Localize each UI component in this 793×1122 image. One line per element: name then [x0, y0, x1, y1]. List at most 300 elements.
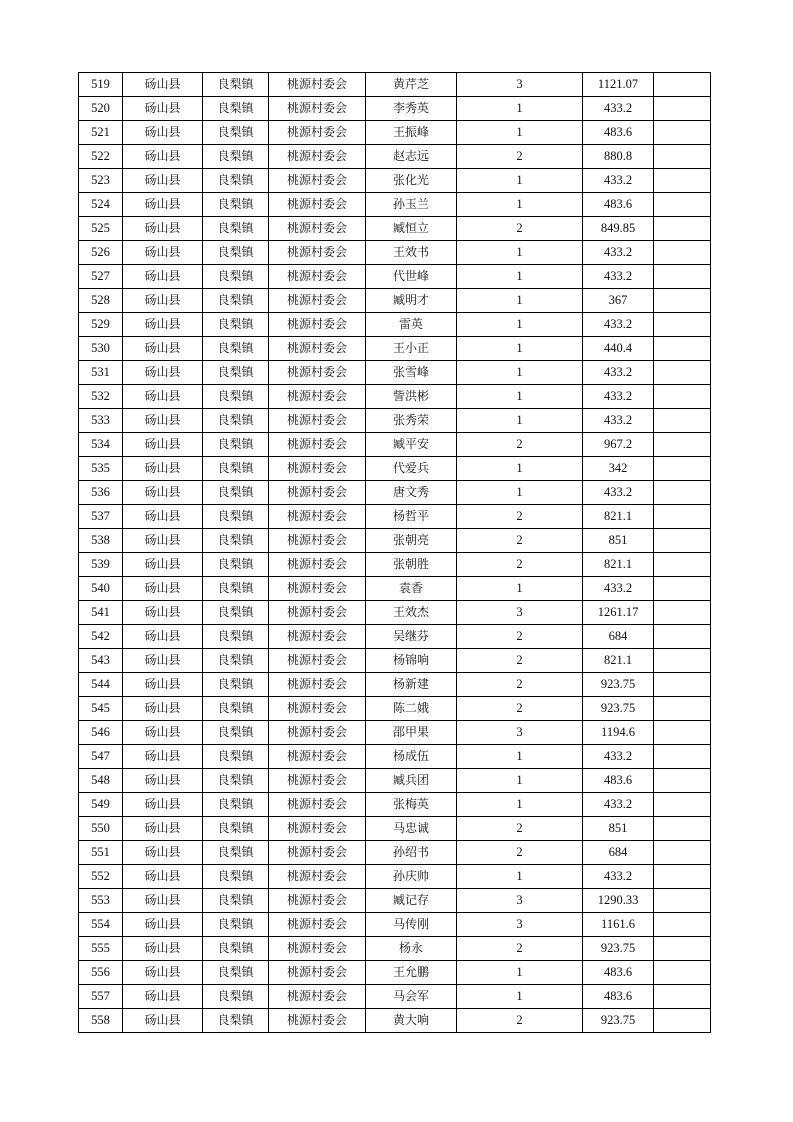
name-cell: 张朝胜 [366, 553, 457, 577]
table-row [79, 697, 711, 721]
household-size-cell: 2 [457, 145, 583, 169]
amount-cell: 1161.6 [583, 913, 654, 937]
amount-cell: 684 [583, 841, 654, 865]
row-number-cell: 523 [79, 169, 123, 193]
remarks-cell [654, 97, 711, 121]
table-row [79, 361, 711, 385]
row-number-cell: 532 [79, 385, 123, 409]
county-cell: 砀山县 [123, 649, 203, 673]
name-cell: 臧平安 [366, 433, 457, 457]
table-row [79, 1009, 711, 1033]
row-number-cell: 538 [79, 529, 123, 553]
row-number-cell: 535 [79, 457, 123, 481]
table-row [79, 169, 711, 193]
row-number-cell: 521 [79, 121, 123, 145]
row-number-cell: 558 [79, 1009, 123, 1033]
remarks-cell [654, 505, 711, 529]
village-committee-cell: 桃源村委会 [269, 673, 366, 697]
remarks-cell [654, 409, 711, 433]
county-cell: 砀山县 [123, 409, 203, 433]
town-cell: 良梨镇 [203, 97, 269, 121]
row-number-cell: 533 [79, 409, 123, 433]
remarks-cell [654, 265, 711, 289]
town-cell: 良梨镇 [203, 697, 269, 721]
county-cell: 砀山县 [123, 385, 203, 409]
remarks-cell [654, 553, 711, 577]
town-cell: 良梨镇 [203, 841, 269, 865]
remarks-cell [654, 841, 711, 865]
row-number-cell: 520 [79, 97, 123, 121]
county-cell: 砀山县 [123, 97, 203, 121]
table-row [79, 769, 711, 793]
household-size-cell: 1 [457, 481, 583, 505]
amount-cell: 433.2 [583, 265, 654, 289]
name-cell: 孙玉兰 [366, 193, 457, 217]
county-cell: 砀山县 [123, 721, 203, 745]
table-row [79, 649, 711, 673]
village-committee-cell: 桃源村委会 [269, 697, 366, 721]
town-cell: 良梨镇 [203, 145, 269, 169]
county-cell: 砀山县 [123, 745, 203, 769]
name-cell: 雷英 [366, 313, 457, 337]
town-cell: 良梨镇 [203, 793, 269, 817]
table-row [79, 217, 711, 241]
household-size-cell: 2 [457, 625, 583, 649]
town-cell: 良梨镇 [203, 649, 269, 673]
village-committee-cell: 桃源村委会 [269, 217, 366, 241]
county-cell: 砀山县 [123, 457, 203, 481]
remarks-cell [654, 985, 711, 1009]
household-size-cell: 2 [457, 553, 583, 577]
table-row [79, 913, 711, 937]
household-size-cell: 1 [457, 241, 583, 265]
name-cell: 邵甲果 [366, 721, 457, 745]
remarks-cell [654, 697, 711, 721]
town-cell: 良梨镇 [203, 625, 269, 649]
village-committee-cell: 桃源村委会 [269, 889, 366, 913]
village-committee-cell: 桃源村委会 [269, 937, 366, 961]
name-cell: 臧记存 [366, 889, 457, 913]
table-row [79, 337, 711, 361]
name-cell: 杨哲平 [366, 505, 457, 529]
amount-cell: 923.75 [583, 937, 654, 961]
amount-cell: 433.2 [583, 793, 654, 817]
row-number-cell: 547 [79, 745, 123, 769]
household-size-cell: 1 [457, 289, 583, 313]
county-cell: 砀山县 [123, 625, 203, 649]
village-committee-cell: 桃源村委会 [269, 745, 366, 769]
county-cell: 砀山县 [123, 889, 203, 913]
town-cell: 良梨镇 [203, 385, 269, 409]
village-committee-cell: 桃源村委会 [269, 577, 366, 601]
village-committee-cell: 桃源村委会 [269, 289, 366, 313]
name-cell: 王小正 [366, 337, 457, 361]
amount-cell: 849.85 [583, 217, 654, 241]
remarks-cell [654, 913, 711, 937]
name-cell: 张秀荣 [366, 409, 457, 433]
county-cell: 砀山县 [123, 817, 203, 841]
village-committee-cell: 桃源村委会 [269, 361, 366, 385]
amount-cell: 1194.6 [583, 721, 654, 745]
name-cell: 黄大响 [366, 1009, 457, 1033]
village-committee-cell: 桃源村委会 [269, 529, 366, 553]
household-size-cell: 1 [457, 745, 583, 769]
county-cell: 砀山县 [123, 337, 203, 361]
table-row [79, 457, 711, 481]
name-cell: 张朝亮 [366, 529, 457, 553]
household-size-cell: 2 [457, 697, 583, 721]
household-size-cell: 2 [457, 841, 583, 865]
county-cell: 砀山县 [123, 577, 203, 601]
household-size-cell: 2 [457, 433, 583, 457]
table-row [79, 889, 711, 913]
town-cell: 良梨镇 [203, 961, 269, 985]
table-row [79, 241, 711, 265]
town-cell: 良梨镇 [203, 601, 269, 625]
village-committee-cell: 桃源村委会 [269, 313, 366, 337]
remarks-cell [654, 625, 711, 649]
village-committee-cell: 桃源村委会 [269, 793, 366, 817]
name-cell: 李秀英 [366, 97, 457, 121]
table-row [79, 409, 711, 433]
row-number-cell: 540 [79, 577, 123, 601]
village-committee-cell: 桃源村委会 [269, 625, 366, 649]
town-cell: 良梨镇 [203, 169, 269, 193]
row-number-cell: 525 [79, 217, 123, 241]
village-committee-cell: 桃源村委会 [269, 985, 366, 1009]
town-cell: 良梨镇 [203, 73, 269, 97]
row-number-cell: 531 [79, 361, 123, 385]
village-committee-cell: 桃源村委会 [269, 193, 366, 217]
household-size-cell: 3 [457, 913, 583, 937]
county-cell: 砀山县 [123, 961, 203, 985]
remarks-cell [654, 169, 711, 193]
village-committee-cell: 桃源村委会 [269, 505, 366, 529]
county-cell: 砀山县 [123, 481, 203, 505]
amount-cell: 967.2 [583, 433, 654, 457]
town-cell: 良梨镇 [203, 1009, 269, 1033]
amount-cell: 433.2 [583, 865, 654, 889]
county-cell: 砀山县 [123, 793, 203, 817]
table-row [79, 937, 711, 961]
table-body [79, 73, 711, 1033]
county-cell: 砀山县 [123, 73, 203, 97]
table-row [79, 433, 711, 457]
amount-cell: 483.6 [583, 769, 654, 793]
name-cell: 赵志远 [366, 145, 457, 169]
county-cell: 砀山县 [123, 697, 203, 721]
row-number-cell: 552 [79, 865, 123, 889]
row-number-cell: 554 [79, 913, 123, 937]
household-size-cell: 2 [457, 649, 583, 673]
remarks-cell [654, 793, 711, 817]
table-row [79, 673, 711, 697]
name-cell: 张梅英 [366, 793, 457, 817]
village-committee-cell: 桃源村委会 [269, 817, 366, 841]
amount-cell: 1121.07 [583, 73, 654, 97]
remarks-cell [654, 649, 711, 673]
row-number-cell: 542 [79, 625, 123, 649]
table-row [79, 625, 711, 649]
town-cell: 良梨镇 [203, 889, 269, 913]
household-size-cell: 1 [457, 265, 583, 289]
amount-cell: 821.1 [583, 553, 654, 577]
name-cell: 杨永 [366, 937, 457, 961]
town-cell: 良梨镇 [203, 433, 269, 457]
amount-cell: 433.2 [583, 577, 654, 601]
name-cell: 袁香 [366, 577, 457, 601]
amount-cell: 880.8 [583, 145, 654, 169]
name-cell: 杨成伍 [366, 745, 457, 769]
name-cell: 王允鹏 [366, 961, 457, 985]
row-number-cell: 549 [79, 793, 123, 817]
household-size-cell: 1 [457, 985, 583, 1009]
name-cell: 臧兵团 [366, 769, 457, 793]
village-committee-cell: 桃源村委会 [269, 169, 366, 193]
county-cell: 砀山县 [123, 553, 203, 577]
name-cell: 马忠诚 [366, 817, 457, 841]
name-cell: 杨新建 [366, 673, 457, 697]
row-number-cell: 541 [79, 601, 123, 625]
amount-cell: 483.6 [583, 121, 654, 145]
table-row [79, 505, 711, 529]
village-committee-cell: 桃源村委会 [269, 73, 366, 97]
amount-cell: 821.1 [583, 649, 654, 673]
row-number-cell: 553 [79, 889, 123, 913]
amount-cell: 923.75 [583, 1009, 654, 1033]
village-committee-cell: 桃源村委会 [269, 481, 366, 505]
household-size-cell: 2 [457, 505, 583, 529]
row-number-cell: 545 [79, 697, 123, 721]
county-cell: 砀山县 [123, 937, 203, 961]
town-cell: 良梨镇 [203, 505, 269, 529]
household-size-cell: 1 [457, 313, 583, 337]
county-cell: 砀山县 [123, 289, 203, 313]
amount-cell: 433.2 [583, 97, 654, 121]
table-row [79, 745, 711, 769]
remarks-cell [654, 457, 711, 481]
remarks-cell [654, 433, 711, 457]
town-cell: 良梨镇 [203, 913, 269, 937]
amount-cell: 433.2 [583, 361, 654, 385]
remarks-cell [654, 937, 711, 961]
town-cell: 良梨镇 [203, 529, 269, 553]
table-row [79, 73, 711, 97]
remarks-cell [654, 337, 711, 361]
town-cell: 良梨镇 [203, 361, 269, 385]
amount-cell: 483.6 [583, 961, 654, 985]
amount-cell: 821.1 [583, 505, 654, 529]
row-number-cell: 557 [79, 985, 123, 1009]
county-cell: 砀山县 [123, 529, 203, 553]
remarks-cell [654, 817, 711, 841]
remarks-cell [654, 121, 711, 145]
remarks-cell [654, 721, 711, 745]
remarks-cell [654, 361, 711, 385]
county-cell: 砀山县 [123, 217, 203, 241]
row-number-cell: 519 [79, 73, 123, 97]
household-size-cell: 1 [457, 385, 583, 409]
household-size-cell: 3 [457, 721, 583, 745]
county-cell: 砀山县 [123, 505, 203, 529]
table-row [79, 385, 711, 409]
county-cell: 砀山县 [123, 169, 203, 193]
amount-cell: 433.2 [583, 409, 654, 433]
county-cell: 砀山县 [123, 1009, 203, 1033]
household-size-cell: 3 [457, 601, 583, 625]
row-number-cell: 534 [79, 433, 123, 457]
table-row [79, 577, 711, 601]
household-size-cell: 1 [457, 961, 583, 985]
name-cell: 代世峰 [366, 265, 457, 289]
row-number-cell: 524 [79, 193, 123, 217]
remarks-cell [654, 745, 711, 769]
household-size-cell: 1 [457, 409, 583, 433]
remarks-cell [654, 529, 711, 553]
village-committee-cell: 桃源村委会 [269, 433, 366, 457]
remarks-cell [654, 769, 711, 793]
remarks-cell [654, 241, 711, 265]
row-number-cell: 539 [79, 553, 123, 577]
remarks-cell [654, 1009, 711, 1033]
household-size-cell: 1 [457, 769, 583, 793]
county-cell: 砀山县 [123, 145, 203, 169]
row-number-cell: 522 [79, 145, 123, 169]
county-cell: 砀山县 [123, 841, 203, 865]
household-size-cell: 1 [457, 193, 583, 217]
town-cell: 良梨镇 [203, 745, 269, 769]
county-cell: 砀山县 [123, 769, 203, 793]
remarks-cell [654, 217, 711, 241]
town-cell: 良梨镇 [203, 577, 269, 601]
row-number-cell: 526 [79, 241, 123, 265]
row-number-cell: 550 [79, 817, 123, 841]
table-row [79, 121, 711, 145]
name-cell: 黄芹芝 [366, 73, 457, 97]
county-cell: 砀山县 [123, 361, 203, 385]
remarks-cell [654, 289, 711, 313]
name-cell: 马传刚 [366, 913, 457, 937]
amount-cell: 923.75 [583, 673, 654, 697]
name-cell: 臧明才 [366, 289, 457, 313]
name-cell: 孙绍书 [366, 841, 457, 865]
row-number-cell: 527 [79, 265, 123, 289]
row-number-cell: 548 [79, 769, 123, 793]
household-size-cell: 1 [457, 337, 583, 361]
village-committee-cell: 桃源村委会 [269, 409, 366, 433]
name-cell: 王效杰 [366, 601, 457, 625]
county-cell: 砀山县 [123, 265, 203, 289]
household-size-cell: 2 [457, 817, 583, 841]
town-cell: 良梨镇 [203, 865, 269, 889]
town-cell: 良梨镇 [203, 937, 269, 961]
name-cell: 张化光 [366, 169, 457, 193]
remarks-cell [654, 145, 711, 169]
amount-cell: 923.75 [583, 697, 654, 721]
household-size-cell: 1 [457, 793, 583, 817]
town-cell: 良梨镇 [203, 817, 269, 841]
amount-cell: 483.6 [583, 193, 654, 217]
name-cell: 孙庆帅 [366, 865, 457, 889]
table-row [79, 553, 711, 577]
town-cell: 良梨镇 [203, 457, 269, 481]
household-size-cell: 2 [457, 217, 583, 241]
town-cell: 良梨镇 [203, 481, 269, 505]
county-cell: 砀山县 [123, 601, 203, 625]
row-number-cell: 546 [79, 721, 123, 745]
amount-cell: 851 [583, 817, 654, 841]
name-cell: 臧恒立 [366, 217, 457, 241]
table-row [79, 817, 711, 841]
town-cell: 良梨镇 [203, 337, 269, 361]
remarks-cell [654, 313, 711, 337]
name-cell: 王效书 [366, 241, 457, 265]
household-size-cell: 1 [457, 361, 583, 385]
table-row [79, 289, 711, 313]
village-committee-cell: 桃源村委会 [269, 145, 366, 169]
table-row [79, 97, 711, 121]
row-number-cell: 530 [79, 337, 123, 361]
amount-cell: 433.2 [583, 241, 654, 265]
amount-cell: 433.2 [583, 745, 654, 769]
household-size-cell: 1 [457, 577, 583, 601]
amount-cell: 1261.17 [583, 601, 654, 625]
village-committee-cell: 桃源村委会 [269, 913, 366, 937]
row-number-cell: 543 [79, 649, 123, 673]
remarks-cell [654, 481, 711, 505]
village-committee-cell: 桃源村委会 [269, 385, 366, 409]
town-cell: 良梨镇 [203, 553, 269, 577]
remarks-cell [654, 889, 711, 913]
table-row [79, 145, 711, 169]
village-committee-cell: 桃源村委会 [269, 865, 366, 889]
row-number-cell: 528 [79, 289, 123, 313]
name-cell: 张雪峰 [366, 361, 457, 385]
amount-cell: 433.2 [583, 169, 654, 193]
remarks-cell [654, 673, 711, 697]
amount-cell: 684 [583, 625, 654, 649]
town-cell: 良梨镇 [203, 673, 269, 697]
row-number-cell: 555 [79, 937, 123, 961]
table-row [79, 265, 711, 289]
village-committee-cell: 桃源村委会 [269, 97, 366, 121]
town-cell: 良梨镇 [203, 193, 269, 217]
town-cell: 良梨镇 [203, 985, 269, 1009]
household-size-cell: 3 [457, 889, 583, 913]
town-cell: 良梨镇 [203, 313, 269, 337]
household-size-cell: 1 [457, 457, 583, 481]
county-cell: 砀山县 [123, 121, 203, 145]
name-cell: 杨锦响 [366, 649, 457, 673]
county-cell: 砀山县 [123, 433, 203, 457]
household-size-cell: 2 [457, 529, 583, 553]
village-committee-cell: 桃源村委会 [269, 337, 366, 361]
row-number-cell: 536 [79, 481, 123, 505]
remarks-cell [654, 865, 711, 889]
household-size-cell: 2 [457, 937, 583, 961]
town-cell: 良梨镇 [203, 121, 269, 145]
name-cell: 訾洪彬 [366, 385, 457, 409]
name-cell: 唐文秀 [366, 481, 457, 505]
amount-cell: 1290.33 [583, 889, 654, 913]
town-cell: 良梨镇 [203, 289, 269, 313]
village-committee-cell: 桃源村委会 [269, 721, 366, 745]
table-row [79, 961, 711, 985]
table-row [79, 793, 711, 817]
row-number-cell: 529 [79, 313, 123, 337]
row-number-cell: 537 [79, 505, 123, 529]
remarks-cell [654, 601, 711, 625]
